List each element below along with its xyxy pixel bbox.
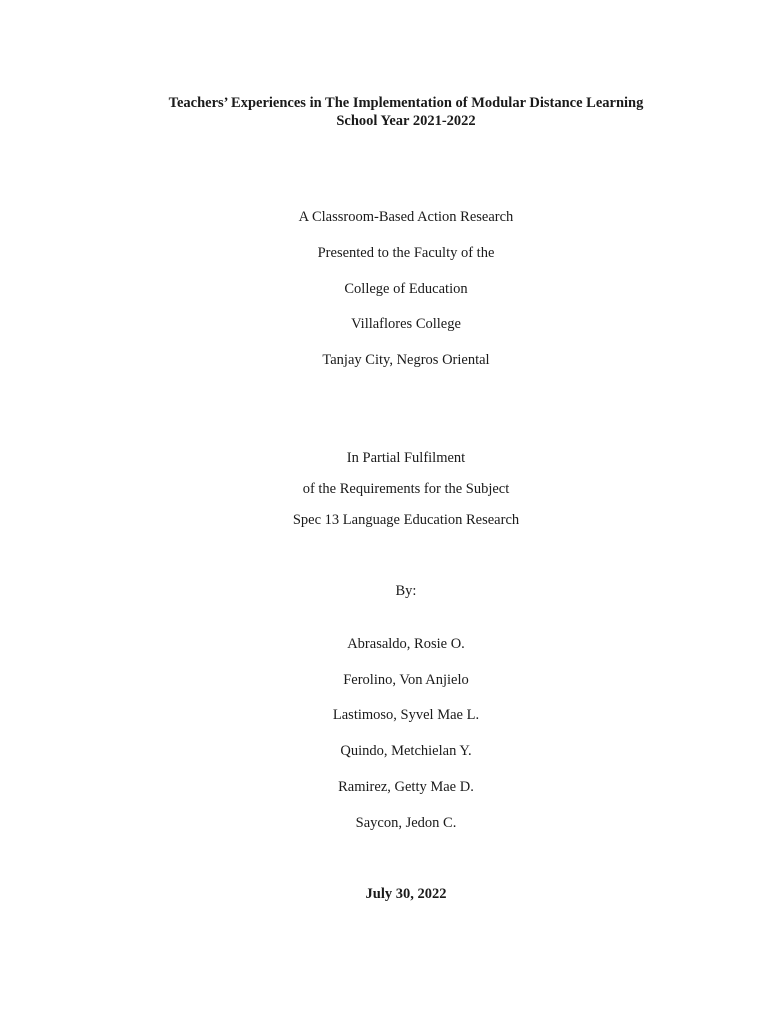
institution-location: Tanjay City, Negros Oriental bbox=[322, 352, 490, 368]
college-name: College of Education bbox=[344, 281, 468, 297]
title-line-2: School Year 2021-2022 bbox=[336, 113, 476, 129]
document-date: July 30, 2022 bbox=[365, 886, 447, 902]
title-line-1: Teachers’ Experiences in The Implementation of Modular Distance Learning bbox=[168, 95, 644, 111]
author-6: Saycon, Jedon C. bbox=[355, 815, 457, 831]
author-1: Abrasaldo, Rosie O. bbox=[347, 636, 465, 652]
institution-name: Villaflores College bbox=[351, 316, 461, 332]
fulfilment-line-1: In Partial Fulfilment bbox=[346, 450, 466, 466]
presented-to: Presented to the Faculty of the bbox=[317, 245, 495, 261]
research-type: A Classroom-Based Action Research bbox=[298, 209, 514, 225]
author-2: Ferolino, Von Anjielo bbox=[343, 672, 469, 688]
author-4: Quindo, Metchielan Y. bbox=[340, 743, 472, 759]
by-label: By: bbox=[395, 583, 417, 599]
subject-name: Spec 13 Language Education Research bbox=[292, 512, 520, 528]
author-5: Ramirez, Getty Mae D. bbox=[338, 779, 474, 795]
fulfilment-line-2: of the Requirements for the Subject bbox=[302, 481, 510, 497]
author-3: Lastimoso, Syvel Mae L. bbox=[332, 707, 480, 723]
